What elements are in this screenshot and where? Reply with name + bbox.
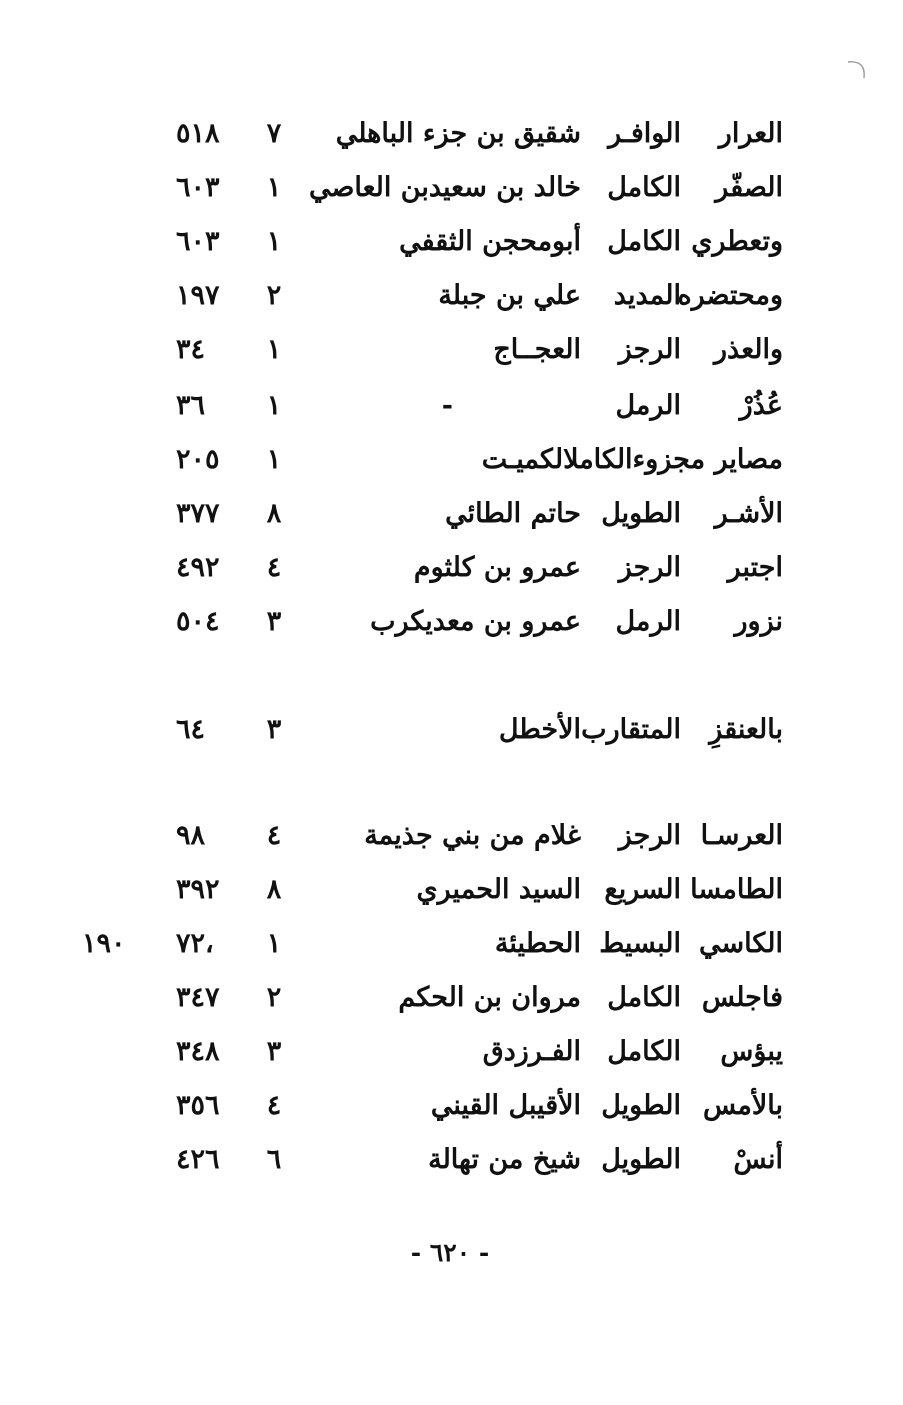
meter: الرمل xyxy=(615,606,681,637)
table-row xyxy=(0,1132,903,1188)
meter: الطويل xyxy=(601,498,681,529)
rhyme-word: الكاسي xyxy=(699,928,783,959)
verse-count: ٨ xyxy=(266,498,282,529)
table-row xyxy=(0,322,903,378)
meter: السريع xyxy=(604,874,681,905)
table-row xyxy=(0,378,903,434)
rhyme-word: العرار xyxy=(718,118,783,149)
page-number: ٣٥٦ xyxy=(176,1090,220,1121)
page-number: ١٩٧ xyxy=(176,280,220,311)
rhyme-word: نزور xyxy=(734,606,783,637)
rhyme-word: بالعنقزِ xyxy=(709,714,783,745)
meter: البسيط xyxy=(599,928,681,959)
verse-count: ٢ xyxy=(266,982,282,1013)
rhyme-word: العرسـا xyxy=(700,820,783,851)
verse-count: ١ xyxy=(266,172,282,203)
rhyme-word: الطامسا xyxy=(690,874,783,905)
table-row xyxy=(0,160,903,216)
table-row xyxy=(0,1024,903,1080)
rhyme-word: ومحتضره xyxy=(677,280,783,311)
verse-count: ٨ xyxy=(266,874,282,905)
meter: الرجز xyxy=(618,820,681,851)
verse-count: ١ xyxy=(266,226,282,257)
table-row xyxy=(0,970,903,1026)
rhyme-word: الأشـر xyxy=(714,498,783,529)
rhyme-word: وتعطري xyxy=(691,226,783,257)
verse-count: ٣ xyxy=(266,1036,282,1067)
table-row xyxy=(0,486,903,542)
meter: الطويل xyxy=(601,1144,681,1175)
page-number: ٣٧٧ xyxy=(176,498,220,529)
table-row xyxy=(0,862,903,918)
meter: الكامل xyxy=(607,982,681,1013)
page-number: ٥٠٤ xyxy=(176,606,220,637)
folio-number: - ٦٢٠ - xyxy=(410,1238,490,1267)
page-number: ٣٤٨ xyxy=(176,1036,220,1067)
poet: علي بن جبلة xyxy=(438,280,581,311)
rhyme-word: أنسْ xyxy=(733,1144,783,1175)
meter: المديد xyxy=(613,280,681,311)
meter: الوافـر xyxy=(608,118,681,149)
poet: - xyxy=(441,390,453,421)
table-row xyxy=(0,702,903,758)
poet: مروان بن الحكم xyxy=(398,982,581,1013)
verse-count: ٦ xyxy=(266,1144,282,1175)
verse-count: ١ xyxy=(266,928,282,959)
poet: خالد بن سعيدبن العاصي xyxy=(308,172,581,203)
page-number: ٣٦ xyxy=(176,390,206,421)
rhyme-word: يبؤس xyxy=(720,1036,783,1067)
poet: الفـرزدق xyxy=(482,1036,581,1067)
verse-count: ٤ xyxy=(266,1090,282,1121)
poet: حاتم الطائي xyxy=(445,498,581,529)
meter: الرجز xyxy=(618,334,681,365)
table-row xyxy=(0,106,903,162)
rhyme-word: الصفّر xyxy=(715,172,783,203)
page-number: ٩٨ xyxy=(176,820,206,851)
table-row xyxy=(0,268,903,324)
verse-count: ٧ xyxy=(266,118,282,149)
page-number: ٢٠٥ xyxy=(176,444,220,475)
meter: الكامل xyxy=(607,226,681,257)
poet: أبومحجن الثقفي xyxy=(399,226,581,257)
page-number: ٤٢٦ xyxy=(176,1144,220,1175)
margin-note: ١٩٠ xyxy=(82,928,126,959)
rhyme-word: مصاير مجزوءالكاملالكميـت xyxy=(481,444,783,475)
page-number: ٥١٨ xyxy=(176,118,220,149)
rhyme-word: اجتبر xyxy=(727,552,783,583)
page-number: ٦٤ xyxy=(176,714,206,745)
verse-count: ١ xyxy=(266,390,282,421)
table-row xyxy=(0,214,903,270)
verse-count: ٤ xyxy=(266,552,282,583)
table-row xyxy=(0,1078,903,1134)
meter: الرجز xyxy=(618,552,681,583)
poet: شقيق بن جزء الباهلي xyxy=(335,118,581,149)
verse-count: ١ xyxy=(266,334,282,365)
meter: المتقارب xyxy=(581,714,681,745)
rhyme-word: عُذُرْ xyxy=(739,390,783,421)
rhyme-word: فاجلس xyxy=(701,982,783,1013)
poet: السيد الحميري xyxy=(416,874,581,905)
table-row xyxy=(0,594,903,650)
poet: غلام من بني جذيمة xyxy=(364,820,581,851)
poet: الأخطل xyxy=(498,714,581,745)
verse-count: ٤ xyxy=(266,820,282,851)
page-number: ٦٠٣ xyxy=(176,226,220,257)
table-row xyxy=(0,432,903,488)
poet: الحطيئة xyxy=(494,928,581,959)
poet: عمرو بن معديكرب xyxy=(370,606,581,637)
meter: الرمل xyxy=(615,390,681,421)
corner-mark xyxy=(846,58,870,82)
poet: شيخ من تهالة xyxy=(428,1144,581,1175)
table-row xyxy=(0,808,903,864)
meter: الكامل xyxy=(607,1036,681,1067)
table-row xyxy=(0,540,903,596)
rhyme-word: والعذر xyxy=(713,334,783,365)
page-number: ٦٠٣ xyxy=(176,172,220,203)
page-number: ٤٩٢ xyxy=(176,552,220,583)
verse-count: ٣ xyxy=(266,606,282,637)
page-number: ٧٢، xyxy=(176,928,214,959)
verse-count: ٣ xyxy=(266,714,282,745)
poet: عمرو بن كلثوم xyxy=(413,552,581,583)
page-number: ٣٤٧ xyxy=(176,982,220,1013)
page-number: ٣٤ xyxy=(176,334,206,365)
meter: الكامل xyxy=(607,172,681,203)
verse-count: ١ xyxy=(266,444,282,475)
poet: الأقيبل القيني xyxy=(430,1090,581,1121)
meter: الطويل xyxy=(601,1090,681,1121)
rhyme-word: بالأمس xyxy=(702,1090,783,1121)
verse-count: ٢ xyxy=(266,280,282,311)
page-number: ٣٩٢ xyxy=(176,874,220,905)
poet: العجــاج xyxy=(493,334,581,365)
